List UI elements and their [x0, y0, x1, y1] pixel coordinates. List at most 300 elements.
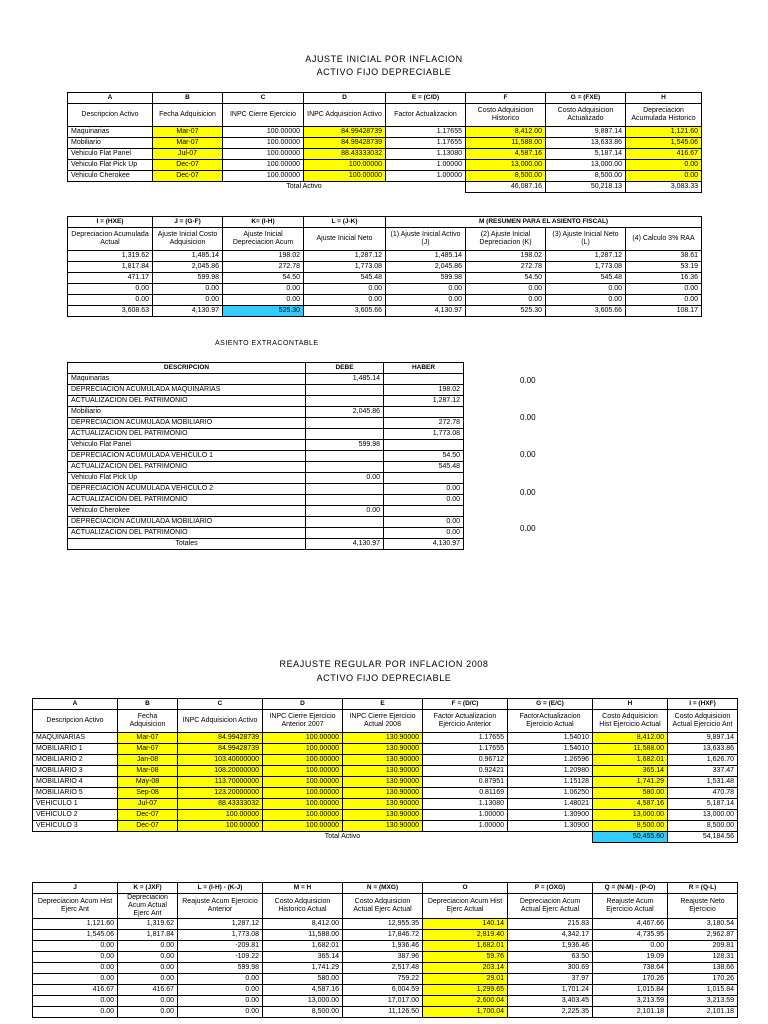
cell: 0.00 — [178, 974, 263, 985]
total-cell: 54,184.56 — [668, 832, 738, 843]
cell: 0.00 — [626, 171, 702, 182]
cell: 1.13080 — [423, 799, 508, 810]
cell: 84.99428739 — [178, 733, 263, 744]
cell: VEHICULO 2 — [33, 810, 118, 821]
cell: 599.98 — [306, 440, 384, 451]
table-row — [68, 473, 464, 484]
column-header: INPC Cierre Ejercicio Actual 2008 — [343, 710, 423, 733]
cell: 2,045.86 — [386, 262, 466, 273]
cell — [384, 374, 464, 385]
table-row — [33, 930, 738, 941]
cell: MAQUINARIAS — [33, 733, 118, 744]
col-letter: D — [263, 699, 343, 710]
col-letter: E — [343, 699, 423, 710]
cell: 0.00 — [153, 284, 223, 295]
cell: 100.00000 — [223, 138, 304, 149]
table-row — [68, 484, 464, 495]
cell: 17,846.72 — [343, 930, 423, 941]
cell: 738.64 — [593, 963, 668, 974]
column-letters-row — [68, 93, 702, 104]
cell: 4,342.17 — [508, 930, 593, 941]
cell: 215.83 — [508, 919, 593, 930]
table-row — [33, 777, 738, 788]
cell — [306, 517, 384, 528]
cell: 1.17655 — [386, 138, 466, 149]
cell: 1,287.12 — [546, 251, 626, 262]
table-row — [33, 919, 738, 930]
table-row — [68, 127, 702, 138]
cell: 1.54010 — [508, 733, 593, 744]
side-value: 0.00 — [520, 413, 536, 422]
cell: 88.43333032 — [304, 149, 386, 160]
cell: 4,467.66 — [593, 919, 668, 930]
cell: 1.06250 — [508, 788, 593, 799]
table-reajuste-depreciacion — [32, 882, 738, 1018]
cell: 138.66 — [668, 963, 738, 974]
cell: 130.90000 — [343, 788, 423, 799]
table-row — [68, 528, 464, 539]
cell: 130.90000 — [343, 799, 423, 810]
column-header: Costo Adquisicion Historico — [466, 104, 546, 127]
cell: 1.00000 — [386, 171, 466, 182]
table-row — [68, 374, 464, 385]
cell: Vehiculo Flat Pick Up — [68, 473, 306, 484]
cell: 2,517.48 — [343, 963, 423, 974]
column-header: Costo Adquisicion Actualizado — [546, 104, 626, 127]
cell: 100.00000 — [178, 810, 263, 821]
cell: MOBILIARIO 1 — [33, 744, 118, 755]
cell: 0.00 — [68, 295, 153, 306]
cell: 37.97 — [508, 974, 593, 985]
cell: 0.00 — [68, 284, 153, 295]
total-cell: 46,087.16 — [466, 182, 546, 193]
cell: 1,682.01 — [423, 941, 508, 952]
table-row — [68, 138, 702, 149]
table-row — [68, 295, 702, 306]
cell: Vehiculo Cherokee — [68, 171, 153, 182]
title-ajuste-inicial: AJUSTE INICIAL POR INFLACION — [305, 54, 463, 64]
cell: 2,101.18 — [593, 1007, 668, 1018]
cell — [384, 506, 464, 517]
cell: 545.48 — [384, 462, 464, 473]
column-header: INPC Cierre Ejercicio — [223, 104, 304, 127]
cell: 3,213.59 — [668, 996, 738, 1007]
cell: 54.50 — [223, 273, 304, 284]
cell: 1,700.04 — [423, 1007, 508, 1018]
cell: 599.98 — [178, 963, 263, 974]
column-header: DEBE — [306, 363, 384, 374]
total-cell: 3,605.66 — [304, 306, 386, 317]
cell: 1,701.24 — [508, 985, 593, 996]
cell: 0.00 — [384, 484, 464, 495]
column-letters-row — [33, 699, 738, 710]
col-letter: L = (J-K) — [304, 217, 386, 228]
cell: 130.90000 — [343, 744, 423, 755]
cell: Jul-07 — [118, 799, 178, 810]
cell: Mar-07 — [118, 733, 178, 744]
cell: 63.50 — [508, 952, 593, 963]
col-letter: B — [118, 699, 178, 710]
table-row — [68, 429, 464, 440]
total-row — [33, 832, 738, 843]
cell: 170.26 — [593, 974, 668, 985]
col-letter: R = (Q-L) — [668, 883, 738, 894]
cell: 1.00000 — [423, 821, 508, 832]
cell: 100.00000 — [223, 171, 304, 182]
cell — [306, 396, 384, 407]
cell: ACTUALIZACION DEL PATRIMONIO — [68, 462, 306, 473]
cell: Mar-07 — [118, 744, 178, 755]
total-label: Total Activo — [324, 833, 361, 841]
cell: 19.09 — [593, 952, 668, 963]
cell: 387.96 — [343, 952, 423, 963]
cell: 100.00000 — [263, 777, 343, 788]
cell: 470.78 — [668, 788, 738, 799]
cell: 17,017.00 — [343, 996, 423, 1007]
cell: 2,045.86 — [306, 407, 384, 418]
col-letter: I = (HXE) — [68, 217, 153, 228]
cell: 4,587.16 — [263, 985, 343, 996]
total-cell: 3,605.66 — [546, 306, 626, 317]
cell: 38.61 — [626, 251, 702, 262]
column-header: Ajuste Inicial Depreciacion Acum — [223, 228, 304, 251]
cell: DEPRECIACION ACUMULADA MOBILIARIO — [68, 418, 306, 429]
cell: 0.00 — [33, 1007, 118, 1018]
table-row — [68, 262, 702, 273]
cell: 59.76 — [423, 952, 508, 963]
cell: 11,588.00 — [263, 930, 343, 941]
cell: 272.78 — [223, 262, 304, 273]
column-header: Ajuste Inicial Costo Adquisicion — [153, 228, 223, 251]
cell: Mar-08 — [118, 766, 178, 777]
cell: 416.67 — [626, 149, 702, 160]
cell: ACTUALIZACION DEL PATRIMONIO — [68, 528, 306, 539]
column-letters-row — [68, 217, 702, 228]
col-letter: F = (D/C) — [423, 699, 508, 710]
cell: 580.00 — [263, 974, 343, 985]
cell: 198.02 — [466, 251, 546, 262]
cell: 113.70000000 — [178, 777, 263, 788]
col-letter: C — [223, 93, 304, 104]
column-header: Depreciacion Acumulada Actual — [68, 228, 153, 251]
cell: 1.13080 — [386, 149, 466, 160]
table-row — [68, 451, 464, 462]
cell: 16.36 — [626, 273, 702, 284]
cell: 130.90000 — [343, 821, 423, 832]
cell: 6,004.59 — [343, 985, 423, 996]
cell: 130.90000 — [343, 733, 423, 744]
cell: 100.00000 — [223, 127, 304, 138]
col-letter: M = H — [263, 883, 343, 894]
cell: 0.00 — [178, 985, 263, 996]
cell: 0.96712 — [423, 755, 508, 766]
cell: 12,955.35 — [343, 919, 423, 930]
cell: May-08 — [118, 777, 178, 788]
col-letter: C — [178, 699, 263, 710]
cell: 84.99428739 — [304, 138, 386, 149]
cell: 0.00 — [384, 495, 464, 506]
table-row — [68, 284, 702, 295]
column-header: Depreciacion Acum Actual Ejerc Ant — [118, 894, 178, 919]
cell: 1,015.84 — [593, 985, 668, 996]
total-cell: 50,218.13 — [546, 182, 626, 193]
cell: 0.00 — [118, 963, 178, 974]
cell: 11,588.00 — [593, 744, 668, 755]
table-row — [33, 755, 738, 766]
total-row — [68, 306, 702, 317]
cell: 1,545.06 — [33, 930, 118, 941]
cell: 100.00000 — [178, 821, 263, 832]
total-label: Total Activo — [286, 183, 322, 191]
cell: 11,588.00 — [466, 138, 546, 149]
table-row — [33, 766, 738, 777]
total-cell: 4,130.97 — [384, 539, 464, 550]
cell: 0.00 — [223, 295, 304, 306]
column-header: DESCRIPCION — [68, 363, 306, 374]
column-header: Depreciacion Acumulada Historico — [626, 104, 702, 127]
cell: 13,633.86 — [546, 138, 626, 149]
col-letter: B — [153, 93, 223, 104]
column-letters-row — [33, 883, 738, 894]
cell: 0.81169 — [423, 788, 508, 799]
cell: 0.00 — [223, 284, 304, 295]
cell: 1.48021 — [508, 799, 593, 810]
table-row — [68, 418, 464, 429]
column-header: (4) Calculo 3% RAA — [626, 228, 702, 251]
cell: 29.01 — [423, 974, 508, 985]
cell: 0.00 — [118, 974, 178, 985]
cell: 0.00 — [33, 952, 118, 963]
table-row — [33, 810, 738, 821]
cell: 11,126.50 — [343, 1007, 423, 1018]
side-value: 0.00 — [520, 488, 536, 497]
cell: 3,213.59 — [593, 996, 668, 1007]
total-cell: 3,083.33 — [626, 182, 702, 193]
cell: 1,741.29 — [263, 963, 343, 974]
column-header: (2) Ajuste Inicial Depreciacion (K) — [466, 228, 546, 251]
cell: 0.00 — [118, 941, 178, 952]
column-header: INPC Adquisicion Activo — [304, 104, 386, 127]
column-header: Costo Adquisicion Historico Actual — [263, 894, 343, 919]
cell — [306, 484, 384, 495]
cell: 0.00 — [386, 295, 466, 306]
cell: 1.17655 — [423, 733, 508, 744]
cell: 100.00000 — [263, 799, 343, 810]
cell: 1,485.14 — [153, 251, 223, 262]
cell: DEPRECIACION ACUMULADA MOBILIARIO — [68, 517, 306, 528]
col-letter: J — [33, 883, 118, 894]
cell: 53.19 — [626, 262, 702, 273]
column-header: Factor Actualizacion Ejercicio Anterior — [423, 710, 508, 733]
column-header: HABER — [384, 363, 464, 374]
column-header: Fecha Adquisicion — [118, 710, 178, 733]
table-row — [33, 788, 738, 799]
cell: 100.00000 — [263, 744, 343, 755]
cell: Mobiliario — [68, 407, 306, 418]
title-activo-fijo: ACTIVO FIJO DEPRECIABLE — [316, 67, 452, 77]
header-row — [68, 363, 464, 374]
cell: Dec-07 — [153, 160, 223, 171]
cell — [306, 451, 384, 462]
cell: 1.15128 — [508, 777, 593, 788]
col-letter: H — [626, 93, 702, 104]
table-row — [68, 495, 464, 506]
cell: 0.00 — [626, 284, 702, 295]
column-header: Reajuste Acum Ejercicio Anterior — [178, 894, 263, 919]
cell: 0.00 — [118, 996, 178, 1007]
total-cell: 525.30 — [466, 306, 546, 317]
cell: 337.47 — [668, 766, 738, 777]
cell: 1,287.12 — [178, 919, 263, 930]
column-header: INPC Cierre Ejercicio Anterior 2007 — [263, 710, 343, 733]
column-header: Descripcion Activo — [68, 104, 153, 127]
cell: 130.90000 — [343, 755, 423, 766]
cell: 0.00 — [178, 996, 263, 1007]
column-header: FactorActualizacion Ejercicio Actual — [508, 710, 593, 733]
col-letter: J = (G-F) — [153, 217, 223, 228]
cell: MOBILIARIO 5 — [33, 788, 118, 799]
cell: 1,773.08 — [384, 429, 464, 440]
col-letter: G = (FXE) — [546, 93, 626, 104]
cell — [306, 528, 384, 539]
cell: Sep-08 — [118, 788, 178, 799]
header-row — [33, 894, 738, 919]
cell: 1.00000 — [423, 810, 508, 821]
cell: 1,287.12 — [304, 251, 386, 262]
cell: 272.78 — [384, 418, 464, 429]
cell — [306, 418, 384, 429]
cell: DEPRECIACION ACUMULADA MAQUINARIAS — [68, 385, 306, 396]
title-reajuste: REAJUSTE REGULAR POR INFLACION 2008 — [279, 659, 489, 669]
col-letter: G = (E/C) — [508, 699, 593, 710]
cell: ACTUALIZACION DEL PATRIMONIO — [68, 396, 306, 407]
table-row — [68, 385, 464, 396]
table-row — [33, 952, 738, 963]
total-cell: 3,608.63 — [68, 306, 153, 317]
cell: 1,015.84 — [668, 985, 738, 996]
cell: 0.00 — [546, 284, 626, 295]
cell: 13,000.00 — [546, 160, 626, 171]
cell: 300.69 — [508, 963, 593, 974]
col-letter: L = (I-H) - (K-J) — [178, 883, 263, 894]
cell: 128.31 — [668, 952, 738, 963]
cell: 1.26596 — [508, 755, 593, 766]
cell: 140.14 — [423, 919, 508, 930]
table-ajuste-inicial — [67, 92, 702, 193]
table-reajuste — [32, 698, 738, 843]
cell: 0.00 — [546, 295, 626, 306]
col-letter: M (RESUMEN PARA EL ASIENTO FISCAL) — [386, 217, 702, 228]
cell: 13,000.00 — [466, 160, 546, 171]
col-letter: K= (I-H) — [223, 217, 304, 228]
col-letter: E = (C/D) — [386, 93, 466, 104]
cell: 1.30900 — [508, 810, 593, 821]
column-header: Depreciacion Acum Hist Ejerc Actual — [423, 894, 508, 919]
cell: 2,045.86 — [153, 262, 223, 273]
column-header: (3) Ajuste Inicial Neto (L) — [546, 228, 626, 251]
column-header: Depreciacion Acum Actual Ejerc Actual — [508, 894, 593, 919]
cell: 1,287.12 — [384, 396, 464, 407]
cell: 0.00 — [466, 295, 546, 306]
table-row — [33, 799, 738, 810]
cell: Vehiculo Flat Panel — [68, 440, 306, 451]
column-header: Depreciacion Acum Hist Ejerc Ant — [33, 894, 118, 919]
cell: 100.00000 — [304, 171, 386, 182]
column-header: INPC Adquisicion Activo — [178, 710, 263, 733]
cell: 1,121.60 — [33, 919, 118, 930]
cell: 8,500.00 — [668, 821, 738, 832]
cell: 0.00 — [178, 1007, 263, 1018]
cell: 1,531.48 — [668, 777, 738, 788]
cell: 100.00000 — [263, 733, 343, 744]
cell: -209.81 — [178, 941, 263, 952]
cell: 13,000.00 — [668, 810, 738, 821]
cell: 108.20000000 — [178, 766, 263, 777]
cell: MOBILIARIO 2 — [33, 755, 118, 766]
total-row — [68, 539, 464, 550]
cell: 759.22 — [343, 974, 423, 985]
table-asiento — [67, 362, 464, 550]
cell — [306, 462, 384, 473]
cell: 100.00000 — [263, 821, 343, 832]
cell: 3,403.45 — [508, 996, 593, 1007]
cell: 0.87951 — [423, 777, 508, 788]
cell: 0.00 — [153, 295, 223, 306]
cell: 1.00000 — [386, 160, 466, 171]
cell: 100.00000 — [263, 755, 343, 766]
cell: 209.81 — [668, 941, 738, 952]
cell: Dec-07 — [118, 810, 178, 821]
cell: 599.98 — [386, 273, 466, 284]
column-header: Reajuste Acum Ejercicio Actual — [593, 894, 668, 919]
column-header: Factor Actualizacion — [386, 104, 466, 127]
cell: 130.90000 — [343, 777, 423, 788]
cell: Vehiculo Cherokee — [68, 506, 306, 517]
total-cell: 525.30 — [223, 306, 304, 317]
column-header: Costo Adquisicion Actual Ejerc Actual — [343, 894, 423, 919]
cell: MOBILIARIO 4 — [33, 777, 118, 788]
cell: 1,545.06 — [626, 138, 702, 149]
cell: 8,500.00 — [593, 821, 668, 832]
table-row — [68, 517, 464, 528]
cell: 1,319.62 — [68, 251, 153, 262]
cell: 84.99428739 — [304, 127, 386, 138]
column-header: Fecha Adquisicion — [153, 104, 223, 127]
cell: 54.50 — [466, 273, 546, 284]
cell: 0.00 — [33, 974, 118, 985]
cell — [384, 473, 464, 484]
cell: Jul-07 — [153, 149, 223, 160]
header-row — [68, 228, 702, 251]
table-row — [68, 160, 702, 171]
cell: 2,962.87 — [668, 930, 738, 941]
cell: 170.26 — [668, 974, 738, 985]
cell: Mobiliario — [68, 138, 153, 149]
cell: 1,682.01 — [593, 755, 668, 766]
cell: 1,936.46 — [343, 941, 423, 952]
cell: 9,897.14 — [546, 127, 626, 138]
cell: 1,817.84 — [68, 262, 153, 273]
column-header: Ajuste Inicial Neto — [304, 228, 386, 251]
column-header: Costo Adquisicion Hist Ejercicio Actual — [593, 710, 668, 733]
cell: 545.48 — [304, 273, 386, 284]
col-letter: I = (HXF) — [668, 699, 738, 710]
cell — [306, 429, 384, 440]
cell: 1.17655 — [386, 127, 466, 138]
cell: 100.00000 — [263, 766, 343, 777]
header-row — [33, 710, 738, 733]
col-letter: N = (MXG) — [343, 883, 423, 894]
